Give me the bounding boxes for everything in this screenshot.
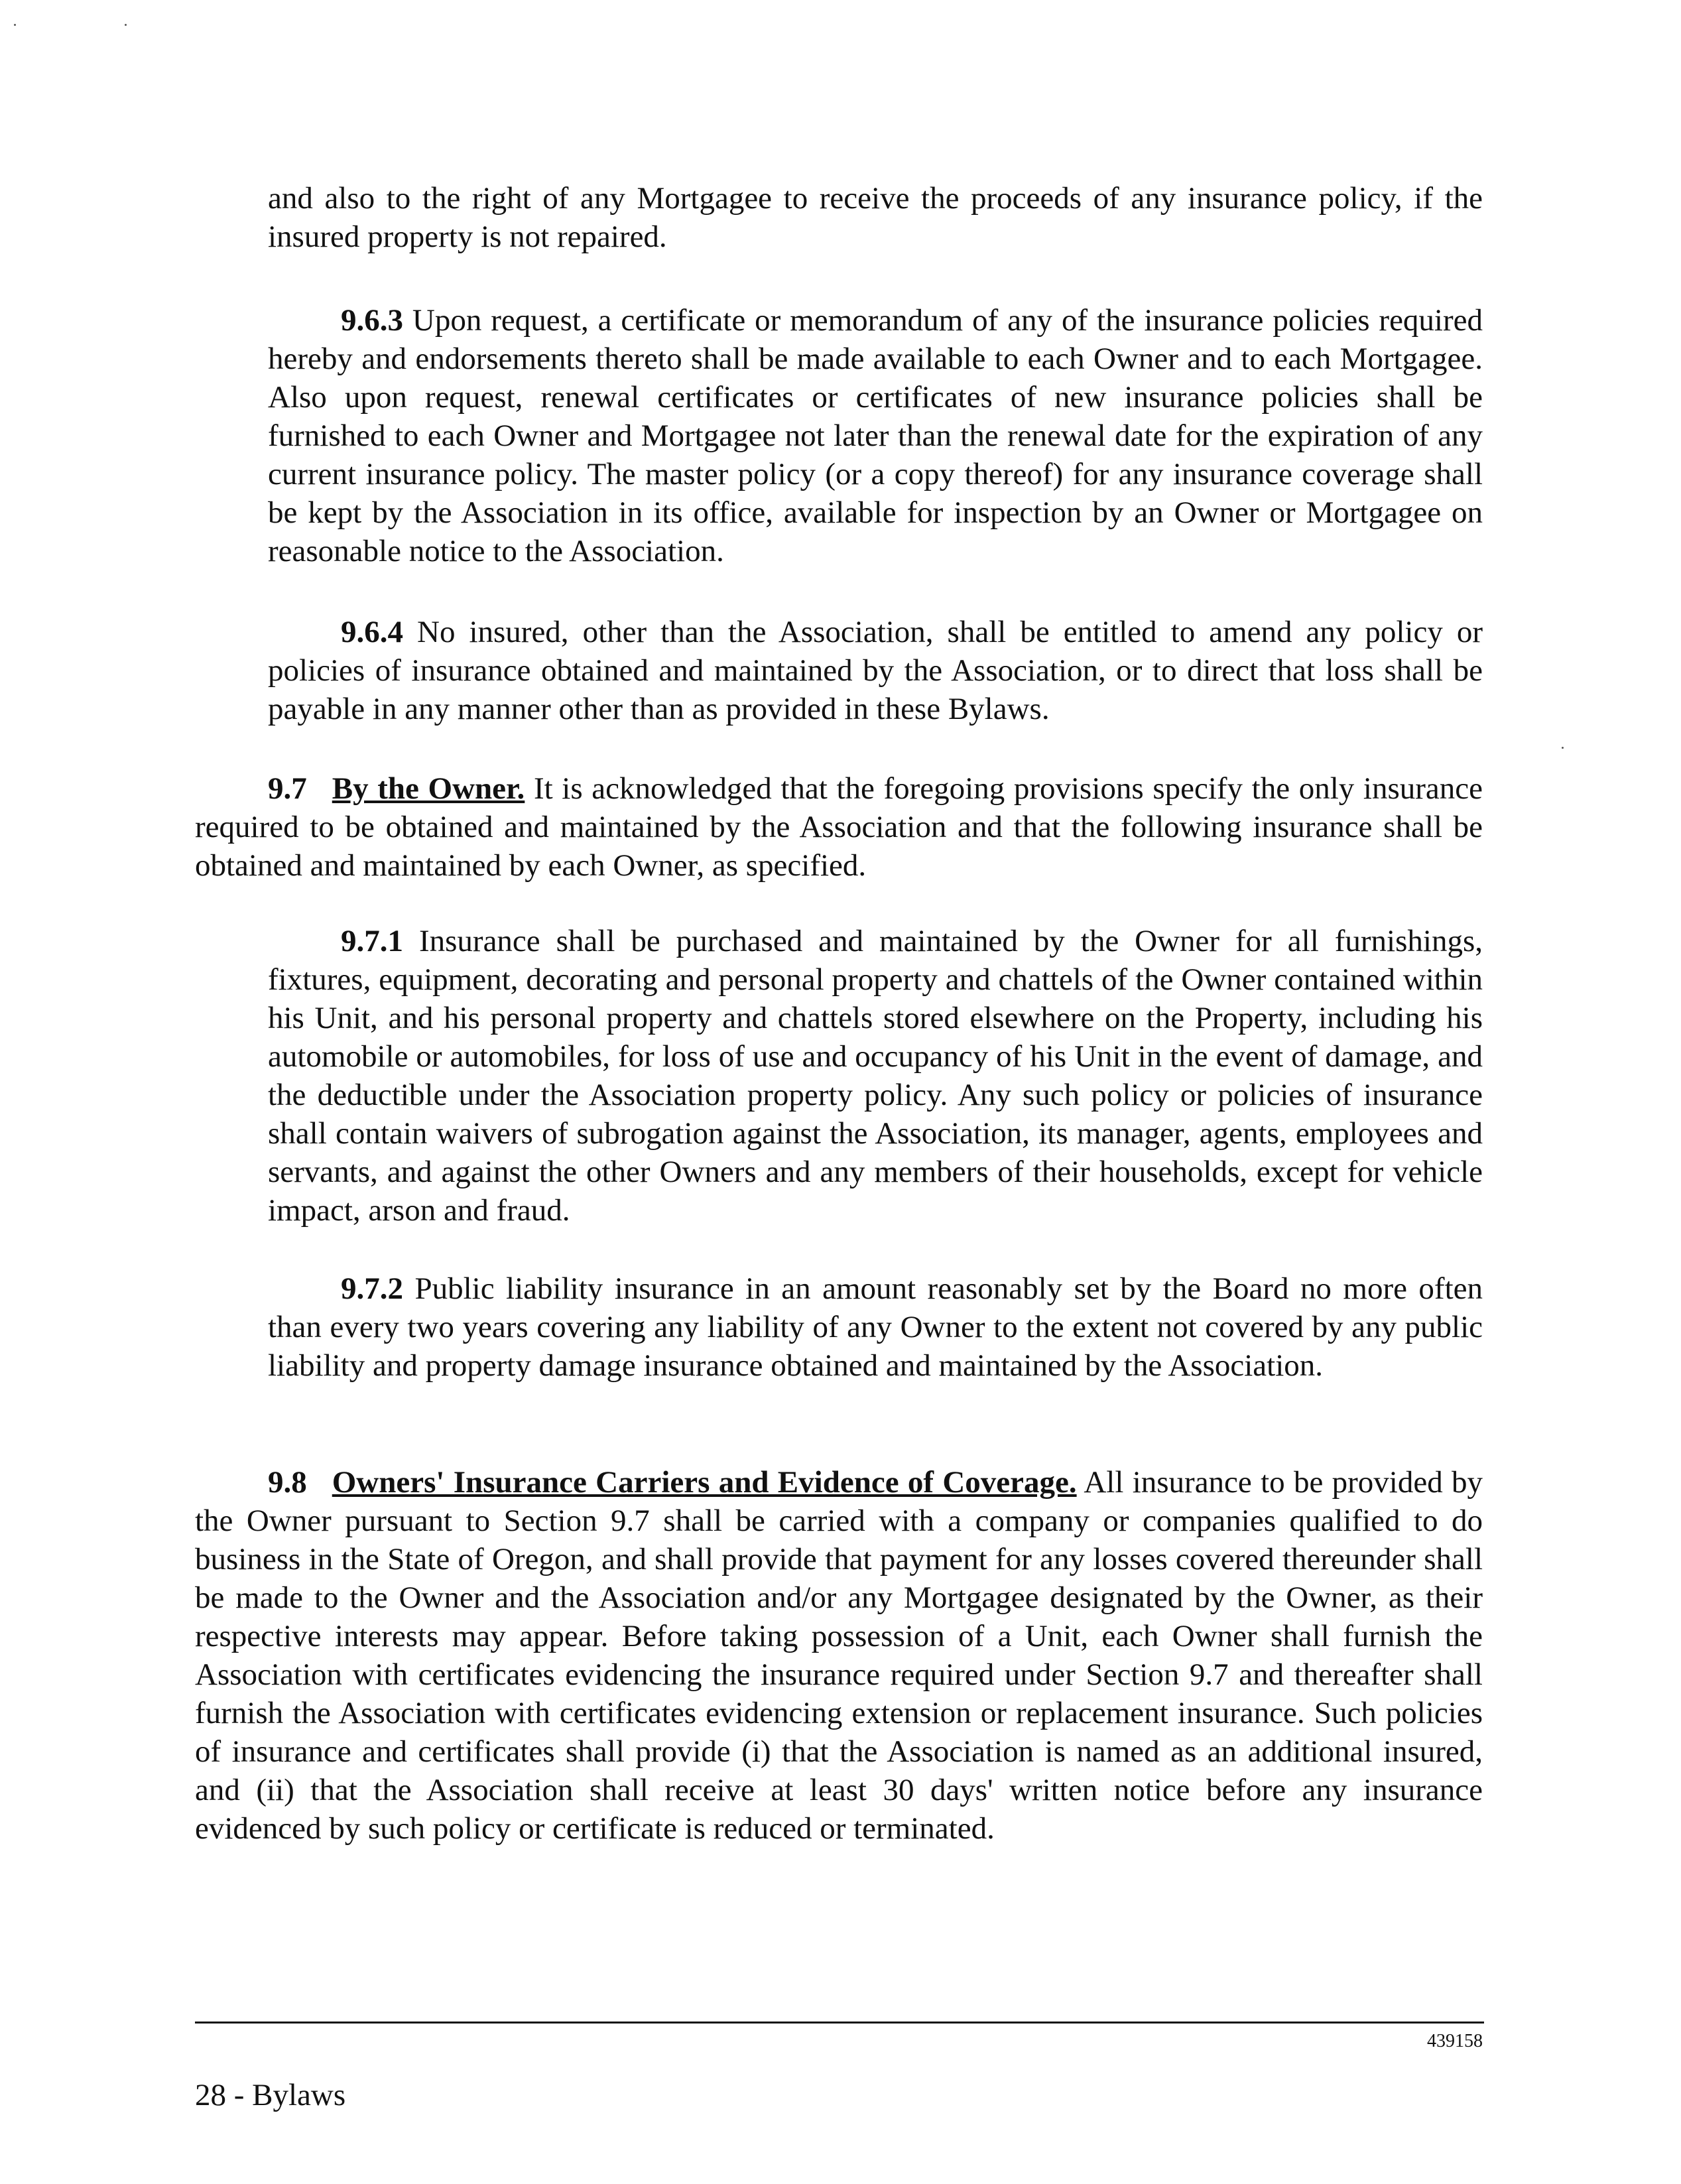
section-text: Insurance shall be purchased and maintained by the Owner for all furnishings, fixtures, equipment, decorating and personal property and chattels of the Owner contained within his Unit, and his personal property and chattels stored elsewhere on the Property, including his automobile or automobiles, for loss of use and occupancy of his Unit in the event of damage, and the deductible under the Association property policy. Any such policy or policies of insurance shall contain waivers of subrogation against the Association, its manager, agents, employees and servants, and against the other Owners and any members of their households, except for vehicle impact, arson and fraud. <box>268 924 1483 1228</box>
continuation-text: and also to the right of any Mortgagee to receive the proceeds of any insurance policy, if the insured property is not repaired. <box>268 181 1483 254</box>
section-number: 9.6.4 <box>341 615 403 649</box>
scan-speck <box>14 24 16 26</box>
section-9-6-4 <box>268 613 1483 728</box>
section-text: No insured, other than the Association, shall be entitled to amend any policy or policies of insurance obtained and maintained by the Association, or to direct that loss shall be payable in any manner other than as provided in these Bylaws. <box>268 615 1483 726</box>
section-heading: By the Owner. <box>332 771 525 806</box>
section-number: 9.6.3 <box>341 303 403 338</box>
section-number: 9.7.2 <box>341 1271 403 1306</box>
continuation-paragraph <box>268 179 1483 256</box>
section-9-8 <box>195 1463 1483 1848</box>
section-number: 9.7.1 <box>341 924 403 958</box>
section-text: Public liability insurance in an amount reasonably set by the Board no more often than every two years covering any liability of any Owner to the extent not covered by any public liability and property damage insurance obtained and maintained by the Association. <box>268 1271 1483 1383</box>
page-footer-label: 28 - Bylaws <box>195 2078 346 2112</box>
section-9-7 <box>195 769 1483 885</box>
section-text: All insurance to be provided by the Owner pursuant to Section 9.7 shall be carried with a company or companies qualified to do business in the State of Oregon, and shall provide that payment for any losses covered thereunder shall be made to the Owner and the Association and/or any Mortgagee designated by the Owner, as their respective interests may appear. Before taking possession of a Unit, each Owner shall furnish the Association with certificates evidencing the insurance required under Section 9.7 and thereafter shall furnish the Association with certificates evidencing extension or replacement insurance. Such policies of insurance and certificates shall provide (i) that the Association is named as an additional insured, and (ii) that the Association shall receive at least 30 days' written notice before any insurance evidenced by such policy or certificate is reduced or terminated. <box>195 1465 1483 1846</box>
section-9-7-1 <box>268 922 1483 1230</box>
document-number: 439158 <box>1427 2031 1483 2051</box>
section-number: 9.7 <box>268 771 307 806</box>
section-text: It is acknowledged that the foregoing provisions specify the only insurance required to be obtained and maintained by the Association and that the following insurance shall be obtained and maintained by each Owner, as specified. <box>195 771 1483 883</box>
section-text: Upon request, a certificate or memorandum of any of the insurance policies required hereby and endorsements thereto shall be made available to each Owner and to each Mortgagee. Also upon request, renewal certificates or certificates of new insurance policies shall be furnished to each Owner and Mortgagee not later than the renewal date for the expiration of any current insurance policy. The master policy (or a copy thereof) for any insurance coverage shall be kept by the Association in its office, available for inspection by an Owner or Mortgagee on reasonable notice to the Association. <box>268 303 1483 568</box>
section-heading: Owners' Insurance Carriers and Evidence of Coverage. <box>332 1465 1077 1500</box>
scan-speck <box>125 24 127 26</box>
section-9-7-2 <box>268 1269 1483 1385</box>
section-9-6-3 <box>268 301 1483 570</box>
footer-rule <box>195 2022 1484 2023</box>
section-number: 9.8 <box>268 1465 307 1500</box>
scan-speck <box>1562 747 1564 749</box>
